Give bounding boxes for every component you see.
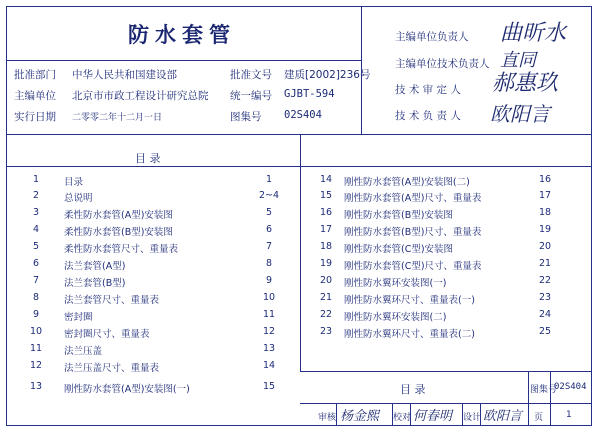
editor-value: 北京市市政工程设计研究总院 — [72, 90, 209, 102]
atlas-no-label: 图集号 — [230, 111, 262, 123]
toc-num: 5 — [32, 241, 40, 252]
toc-link[interactable]: 密封圈尺寸、重量表 — [64, 329, 150, 340]
review-label: 审核 — [318, 413, 337, 423]
toc-num: 13 — [29, 381, 43, 392]
toc-page: 18 — [538, 207, 552, 218]
toc-page: 9 — [265, 275, 273, 286]
signature: 曲昕水 — [500, 21, 567, 46]
title-block-mid-rule — [300, 403, 592, 404]
toc-link[interactable]: 法兰套管(A型) — [64, 261, 126, 272]
page-label: 页 — [534, 413, 544, 423]
toc-num: 4 — [32, 224, 40, 235]
toc-link[interactable]: 刚性防水翼环安装图(一) — [344, 278, 447, 289]
page-value: 1 — [566, 410, 572, 420]
signature: 欧阳言 — [490, 102, 550, 126]
toc-num: 17 — [319, 224, 333, 235]
toc-link[interactable]: 柔性防水套管尺寸、重量表 — [64, 244, 179, 255]
toc-link[interactable]: 刚性防水套管(A型)尺寸、重量表 — [344, 193, 482, 204]
title-block-cell — [336, 403, 337, 426]
title-block-divider — [550, 371, 551, 426]
check-label: 校对 — [393, 413, 412, 423]
toc-link[interactable]: 目录 — [64, 177, 84, 188]
toc-num: 2 — [32, 190, 40, 201]
toc-link[interactable]: 刚性防水套管(A型)安装图(二) — [344, 177, 470, 188]
toc-link[interactable]: 总说明 — [64, 193, 93, 204]
impl-date-value: 二零零二年十二月一日 — [72, 113, 163, 123]
toc-page: 10 — [262, 292, 276, 303]
toc-link[interactable]: 柔性防水套管(A型)安装图 — [64, 210, 173, 221]
toc-page: 14 — [262, 360, 276, 371]
review-signature: 杨金熙 — [340, 409, 380, 424]
toc-page: 13 — [262, 343, 276, 354]
toc-page: 16 — [538, 174, 552, 185]
toc-link[interactable]: 刚性防水翼环安装图(二) — [344, 312, 447, 323]
header-rule — [6, 60, 361, 61]
title-block-atlas-label: 图集号 — [530, 385, 558, 395]
toc-num: 6 — [32, 258, 40, 269]
toc-link[interactable]: 刚性防水套管(B型)安装图 — [344, 210, 453, 221]
toc-num: 9 — [32, 309, 40, 320]
toc-page: 11 — [262, 309, 276, 320]
toc-link[interactable]: 法兰套管(B型) — [64, 278, 126, 289]
toc-num: 10 — [29, 326, 43, 337]
design-signature: 欧阳言 — [483, 409, 523, 424]
toc-num: 11 — [29, 343, 43, 354]
toc-num: 7 — [32, 275, 40, 286]
approval-doc-value: 建质[2002]236号 — [284, 69, 371, 81]
toc-num: 21 — [319, 292, 333, 303]
toc-page: 17 — [538, 190, 552, 201]
responsible-label: 主编单位负责人 — [395, 31, 469, 43]
toc-num: 23 — [319, 326, 333, 337]
toc-num: 16 — [319, 207, 333, 218]
approval-dept-value: 中华人民共和国建设部 — [72, 69, 177, 81]
editor-label: 主编单位 — [14, 90, 56, 102]
toc-page: 8 — [265, 258, 273, 269]
toc-page: 25 — [538, 326, 552, 337]
responsible-label: 技 术 审 定 人 — [395, 84, 461, 96]
toc-page: 6 — [265, 224, 273, 235]
toc-page: 23 — [538, 292, 552, 303]
header-bottom-rule — [6, 134, 592, 135]
toc-link[interactable]: 刚性防水套管(B型)尺寸、重量表 — [344, 227, 482, 238]
approval-doc-label: 批准文号 — [230, 69, 272, 81]
toc-num: 14 — [319, 174, 333, 185]
toc-page: 7 — [265, 241, 273, 252]
toc-link[interactable]: 刚性防水翼环尺寸、重量表(二) — [344, 329, 475, 340]
sheet-title: 防水套管 — [128, 23, 236, 47]
check-signature: 何春明 — [413, 409, 453, 424]
approval-dept-label: 批准部门 — [14, 69, 56, 81]
toc-num: 15 — [319, 190, 333, 201]
toc-link[interactable]: 法兰压盖尺寸、重量表 — [64, 363, 160, 374]
toc-page: 12 — [262, 326, 276, 337]
toc-link[interactable]: 法兰套管尺寸、重量表 — [64, 295, 160, 306]
toc-page: 20 — [538, 241, 552, 252]
toc-link[interactable]: 密封圈 — [64, 312, 93, 323]
toc-heading-rule — [6, 166, 592, 167]
toc-page: 22 — [538, 275, 552, 286]
toc-page: 1 — [265, 174, 273, 185]
toc-num: 18 — [319, 241, 333, 252]
responsible-label: 主编单位技术负责人 — [395, 58, 490, 70]
toc-num: 8 — [32, 292, 40, 303]
toc-link[interactable]: 法兰压盖 — [64, 346, 103, 357]
unified-no-value: GJBT-594 — [284, 88, 335, 100]
toc-num: 19 — [319, 258, 333, 269]
toc-heading: 目 录 — [135, 152, 161, 165]
toc-page: 15 — [262, 381, 276, 392]
toc-page: 5 — [265, 207, 273, 218]
toc-num: 22 — [319, 309, 333, 320]
title-block-atlas-value: 02S404 — [554, 382, 587, 392]
toc-page: 21 — [538, 258, 552, 269]
toc-page: 2~4 — [258, 190, 280, 201]
title-block-name: 目 录 — [400, 383, 426, 396]
atlas-no-value: 02S404 — [284, 109, 322, 121]
toc-link[interactable]: 刚性防水套管(C型)尺寸、重量表 — [344, 261, 482, 272]
signature: 直同 — [500, 50, 536, 71]
title-block-divider — [528, 371, 529, 426]
toc-num: 20 — [319, 275, 333, 286]
design-label: 设计 — [463, 413, 482, 423]
responsible-label: 技 术 负 责 人 — [395, 110, 461, 122]
toc-link[interactable]: 柔性防水套管(B型)安装图 — [64, 227, 173, 238]
toc-num: 12 — [29, 360, 43, 371]
toc-num: 1 — [32, 174, 40, 185]
title-block-top-rule — [300, 371, 592, 372]
toc-link[interactable]: 刚性防水套管(A型)安装图(一) — [64, 384, 190, 395]
impl-date-label: 实行日期 — [14, 111, 56, 123]
toc-link[interactable]: 刚性防水翼环尺寸、重量表(一) — [344, 295, 475, 306]
toc-link[interactable]: 刚性防水套管(C型)安装图 — [344, 244, 454, 255]
signature: 郝惠玖 — [492, 71, 559, 96]
toc-page: 24 — [538, 309, 552, 320]
toc-column-divider — [300, 134, 301, 371]
unified-no-label: 统一编号 — [230, 90, 272, 102]
toc-num: 3 — [32, 207, 40, 218]
toc-page: 19 — [538, 224, 552, 235]
